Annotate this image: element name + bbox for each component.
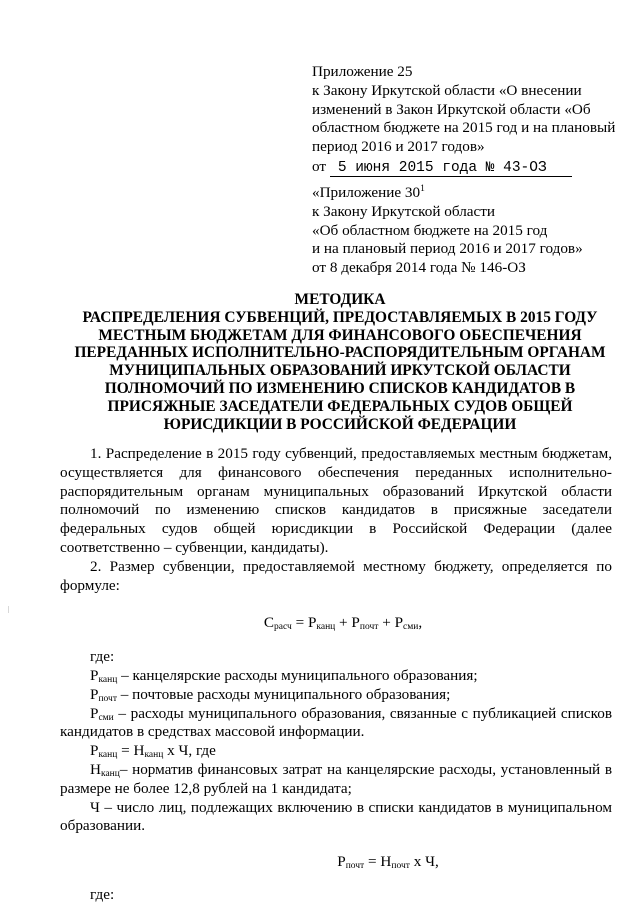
title-line: ПЕРЕДАННЫХ ИСПОЛНИТЕЛЬНО-РАСПОРЯДИТЕЛЬНЫМ ОРГАНАМ [74, 344, 606, 362]
definition-subscript: сми [98, 712, 114, 723]
formula-symbol: Р [307, 614, 317, 632]
title-line: ПРИСЯЖНЫЕ ЗАСЕДАТЕЛИ ФЕДЕРАЛЬНЫХ СУДОВ ОБЩЕЙ [107, 397, 573, 415]
formula-symbol: Р [394, 614, 404, 632]
formula-subscript: канц [316, 622, 336, 633]
definition-symbol: Р [90, 685, 99, 703]
formula-subvention [60, 614, 612, 633]
formula-operator: + [335, 614, 352, 632]
formula-subscript: почт [345, 861, 365, 872]
title-line: МЕТОДИКА [294, 291, 386, 308]
appendix-line: «Об областном бюджете на 2015 год [312, 221, 548, 239]
definition-subscript: канц [100, 768, 120, 779]
formula-operator: = [117, 742, 134, 760]
formula-symbol: Р [337, 853, 346, 871]
title-line: ПОЛНОМОЧИЙ ПО ИЗМЕНЕНИЮ СПИСКОВ КАНДИДАТОВ В [104, 379, 576, 397]
paragraph-1: 1. Распределение в 2015 году субвенций, предоставляемых местным бюджетам, осуществляется для финансового обеспечения переданных исполнительно-распорядительным органам муниципальных образований Иркутской области полномочий по изменению списков кандидатов в присяжные заседатели федеральных судов общей юрисдикции в Российской Федерации (далее соответственно – субвенции, кандидаты). [60, 445, 612, 556]
amendment-header [312, 63, 624, 177]
formula-text: х Ч, где [163, 742, 216, 760]
title-line: МУНИЦИПАЛЬНЫХ ОБРАЗОВАНИЙ ИРКУТСКОЙ ОБЛАСТИ [109, 362, 571, 380]
definition-postal [60, 686, 612, 705]
appendix-line: от 8 декабря 2014 года № 146-ОЗ [312, 259, 526, 277]
definition-chancellery [60, 667, 612, 686]
formula-subscript: почт [391, 861, 410, 872]
definition-norm [60, 761, 612, 799]
formula-punctuation: , [418, 614, 423, 632]
formula-subscript: канц [98, 750, 118, 761]
definition-text: – расходы муниципального образования, связанные с публикацией списков кандидатов в средствах массовой информации. [60, 704, 612, 741]
formula-symbol: Р [90, 742, 99, 760]
definition-symbol: Н [90, 760, 101, 778]
definition-text: – норматив финансовых затрат на канцелярские расходы, установленный в размере не более 12,8 рублей на 1 кандидата; [60, 760, 612, 797]
adoption-date: 5 июня 2015 года № 43-ОЗ [330, 160, 572, 177]
chancellery-calculation [60, 742, 612, 761]
formula-symbol: Н [133, 742, 145, 760]
header-line: к Закону Иркутской области «О внесении [312, 81, 582, 99]
definition-symbol: Р [90, 704, 99, 722]
date-prefix: от [312, 157, 327, 175]
definition-subscript: канц [98, 674, 118, 685]
definition-media [60, 705, 612, 743]
formula-subscript: почт [359, 622, 379, 633]
paragraph-2: 2. Размер субвенции, предоставляемой местному бюджету, определяется по формуле: [60, 557, 612, 594]
definition-text: – почтовые расходы муниципального образования; [116, 685, 451, 703]
appendix-header [312, 184, 624, 278]
formula-symbol: Н [380, 853, 392, 871]
header-line: изменений в Закон Иркутской области «Об [312, 100, 591, 118]
header-line: областном бюджете на 2015 год и на плановый [312, 119, 616, 137]
title-line: ЮРИСДИКЦИИ В РОССИЙСКОЙ ФЕДЕРАЦИИ [163, 415, 517, 433]
appendix-line: к Закону Иркутской области [312, 202, 496, 220]
definition-text: – канцелярские расходы муниципального образования; [117, 666, 478, 684]
definition-subscript: почт [98, 693, 117, 704]
title-line: МЕСТНЫМ БЮДЖЕТАМ ДЛЯ ФИНАНСОВОГО ОБЕСПЕЧЕНИЯ [98, 326, 582, 344]
formula-subscript: сми [403, 622, 419, 633]
formula-symbol: С [263, 614, 274, 632]
formula-subscript: расч [273, 622, 292, 633]
formula-operator: = [364, 853, 381, 871]
header-line: Приложение 25 [312, 63, 413, 80]
definition-count: Ч – число лиц, подлежащих включению в списки кандидатов в муниципальном образовании. [60, 798, 612, 835]
formula-postal [60, 853, 612, 872]
title-line: РАСПРЕДЕЛЕНИЯ СУБВЕНЦИЙ, ПРЕДОСТАВЛЯЕМЫХ В 2015 ГОДУ [82, 308, 598, 326]
document-body [60, 445, 612, 905]
appendix-line: и на плановый период 2016 и 2017 годов» [312, 240, 583, 258]
formula-operator: + [378, 614, 395, 632]
document-title [60, 291, 620, 433]
appendix-title [312, 184, 624, 203]
definition-symbol: Р [90, 666, 99, 684]
appendix-superscript: 1 [420, 184, 425, 194]
formula-text: х Ч, [409, 853, 439, 871]
scan-mark [8, 606, 9, 613]
adoption-date-line [312, 158, 624, 177]
appendix-label: «Приложение 30 [312, 184, 421, 201]
where-label: где: [90, 648, 115, 666]
formula-symbol: Р [351, 614, 360, 632]
formula-subscript: канц [144, 750, 164, 761]
where-label: где: [90, 885, 115, 903]
formula-operator: = [291, 614, 308, 632]
header-line: период 2016 и 2017 годов» [312, 138, 485, 156]
